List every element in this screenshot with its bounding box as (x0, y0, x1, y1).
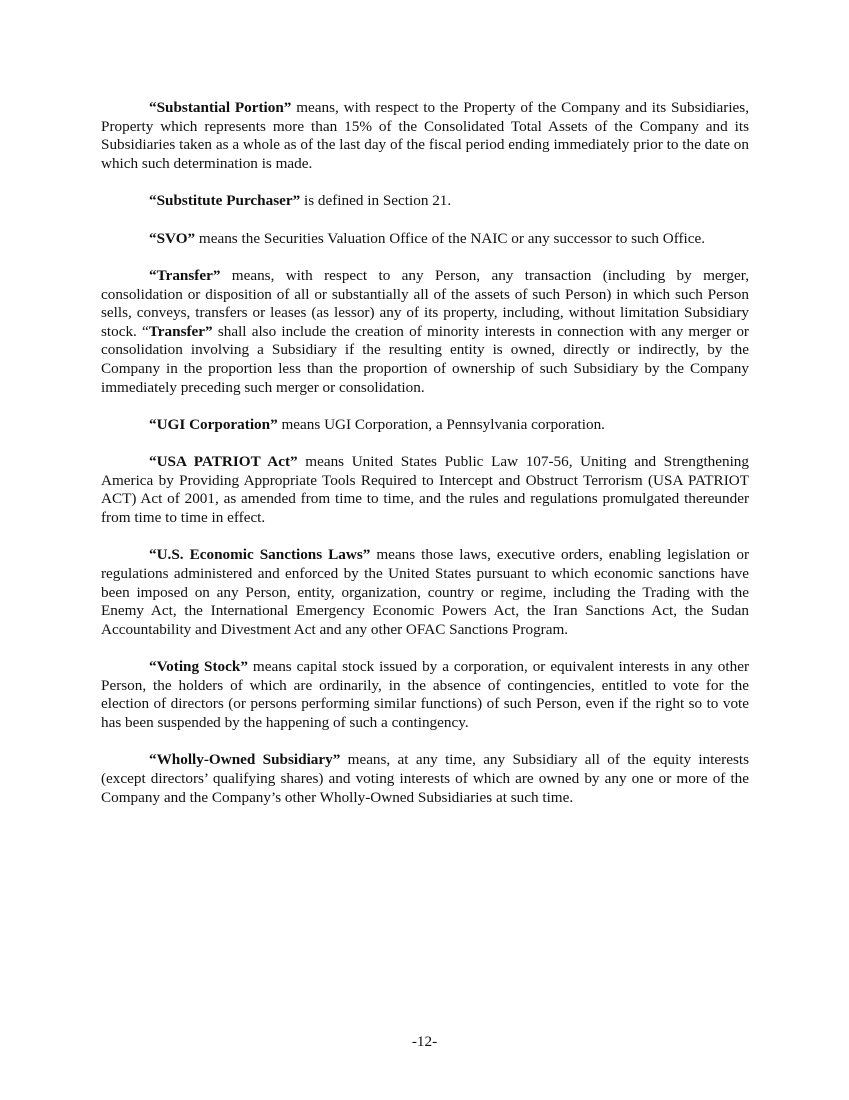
defined-term: “UGI Corporation” (149, 415, 278, 433)
definition-text: means those laws, executive orders, enabling legislation or regulations administered and enforced by the United States pursuant to which economic sanctions have been imposed on any Person, entity, organization, country or regime, including the Trading with the Enemy Act, the International Emergency Economic Powers Act, the Iran Sanctions Act, the Sudan Accountability and Divestment Act and any other OFAC Sanctions Program. (101, 546, 749, 638)
definition-text: means, with respect to any Person, any transaction (including by merger, consolidation or disposition of all or substantially all of the assets of such Person) in which such Person sells, conveys, transfers or leases (as lessor) any of its property, including, without limitation Subsidiary stock. “ (101, 266, 749, 340)
definition-substitute-purchaser (101, 192, 749, 211)
definition-text: means the Securities Valuation Office of the NAIC or any successor to such Office. (195, 229, 706, 247)
definition-text: is defined in Section 21. (300, 192, 452, 210)
defined-term: “SVO” (149, 229, 196, 247)
definition-transfer (101, 267, 749, 397)
definition-ugi-corporation (101, 416, 749, 435)
definition-text: means UGI Corporation, a Pennsylvania corporation. (277, 415, 605, 433)
definition-text: means United States Public Law 107-56, Uniting and Strengthening America by Providing Appropriate Tools Required to Intercept and Obstruct Terrorism (USA PATRIOT ACT) Act of 2001, as amended from time to time, and the rules and regulations promulgated thereunder from time to time in effect. (101, 453, 749, 527)
defined-term: “Wholly-Owned Subsidiary” (149, 751, 341, 769)
definition-text: means capital stock issued by a corporation, or equivalent interests in any other Person, the holders of which are ordinarily, in the absence of contingencies, entitled to vote for the election of directors (or persons performing similar functions) of such Person, even if the right so to vote has been suspended by the happening of such a contingency. (101, 658, 750, 732)
definition-text: means, with respect to the Property of the Company and its Subsidiaries, Property which represents more than 15% of the Consolidated Total Assets of the Company and its Subsidiaries taken as a whole as of the last day of the fiscal period ending immediately prior to the date on which such determination is made. (101, 99, 749, 172)
defined-term: “USA PATRIOT Act” (149, 453, 298, 471)
defined-term: “Substitute Purchaser” (149, 192, 301, 210)
definition-text-continued: shall also include the creation of minority interests in connection with any merger or consolidation involving a Subsidiary if the resulting entity is owned, directly or indirectly, by the Company in the proportion less than the proportion of ownership of such Subsidiary by the Company immediately preceding such merger or consolidation. (101, 322, 749, 396)
definition-voting-stock (101, 658, 749, 732)
definition-substantial-portion (101, 99, 749, 173)
defined-term: “Substantial Portion” (149, 99, 292, 116)
defined-term: “U.S. Economic Sanctions Laws” (149, 546, 371, 564)
defined-term: “Voting Stock” (149, 658, 248, 676)
definition-wholly-owned-subsidiary (101, 751, 749, 807)
document-body (101, 99, 749, 826)
definition-svo (101, 230, 749, 249)
definition-usa-patriot-act (101, 453, 749, 527)
definition-us-economic-sanctions-laws (101, 546, 749, 639)
defined-term: “Transfer” (149, 266, 221, 284)
page-number: -12- (411, 1033, 438, 1050)
defined-term-inline: Transfer” (148, 322, 213, 340)
definition-text: means, at any time, any Subsidiary all of the equity interests (except directors’ qualifying shares) and voting interests of which are owned by any one or more of the Company and the Company’s other Wholly-Owned Subsidiaries at such time. (101, 751, 749, 806)
